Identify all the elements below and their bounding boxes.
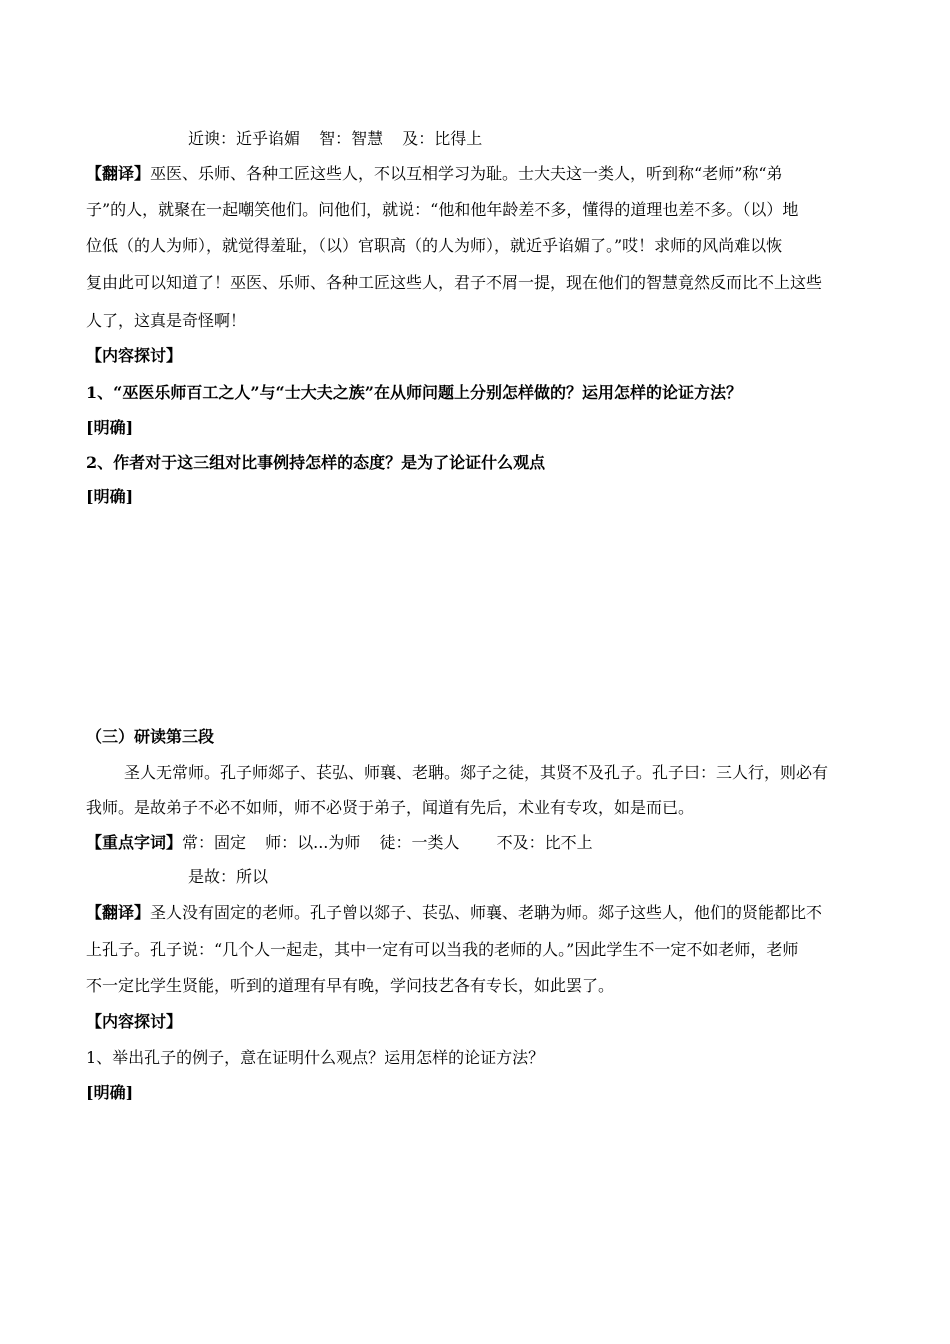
translation-text: 人了，这真是奇怪啊！ [86, 311, 247, 330]
keywords-tag: 【重点字词】 [86, 833, 183, 852]
keywords-line [86, 832, 866, 854]
discussion-question-2: 2、作者对于这三组对比事例持怎样的态度？是为了论证什么观点 [86, 453, 546, 472]
translation-line-1 [86, 902, 866, 924]
translation-text: 子”的人，就聚在一起嘲笑他们。问他们，就说：“他和他年龄差不多，懂得的道理也差不多。（以）地 [86, 200, 799, 219]
translation-tag: 【翻译】 [86, 164, 151, 183]
discussion-heading: 【内容探讨】 [86, 1012, 183, 1031]
translation-line-4 [86, 272, 866, 294]
gloss-item: 近谀：近乎谄媚 [188, 129, 301, 148]
keyword-item: 师：以...为师 [265, 833, 361, 852]
gloss-item: 及：比得上 [402, 129, 483, 148]
keywords-line-2 [188, 866, 950, 888]
translation-text: 圣人没有固定的老师。孔子曾以郯子、苌弘、师襄、老聃为师。郯子这些人，他们的贤能都比不 [150, 903, 823, 922]
translation-text: 复由此可以知道了！巫医、乐师、各种工匠这些人，君子不屑一提，现在他们的智慧竟然反而比不上这些 [86, 273, 823, 292]
section-heading: （三）研读第三段 [86, 727, 215, 746]
answer-placeholder-2: [明确] [86, 487, 134, 506]
keyword-item: 是故：所以 [188, 867, 269, 886]
translation-line-5 [86, 310, 866, 332]
translation-line-1 [86, 163, 866, 185]
answer-placeholder-1: [明确] [86, 1083, 134, 1102]
translation-line-3 [86, 975, 866, 997]
keyword-item: 徒：一类人 [379, 833, 460, 852]
translation-line-2 [86, 199, 866, 221]
keyword-item: 不及：比不上 [496, 833, 593, 852]
translation-text: 位低（的人为师），就觉得羞耻，（以）官职高（的人为师），就近乎谄媚了。”哎！求师的风尚难以恢 [86, 236, 783, 255]
translation-text: 上孔子。孔子说：“几个人一起走，其中一定有可以当我的老师的人。”因此学生不一定不如老师，老师 [86, 940, 799, 959]
translation-text: 不一定比学生贤能，听到的道理有早有晚，学问技艺各有专长，如此罢了。 [86, 976, 615, 995]
discussion-question-1: 1、“巫医乐师百工之人”与“士大夫之族”在从师问题上分别怎样做的？运用怎样的论证方法？ [86, 383, 742, 402]
gloss-item: 智：智慧 [319, 129, 384, 148]
gloss-continuation-line [188, 128, 950, 150]
keyword-item: 常：固定 [182, 833, 247, 852]
translation-line-2 [86, 939, 866, 961]
original-text-line-1: 圣人无常师。孔子师郯子、苌弘、师襄、老聃。郯子之徒，其贤不及孔子。孔子曰：三人行，则必有 [124, 763, 829, 782]
discussion-heading: 【内容探讨】 [86, 346, 183, 365]
discussion-question-1: 1、举出孔子的例子，意在证明什么观点？运用怎样的论证方法？ [86, 1048, 545, 1067]
original-text-line-2: 我师。是故弟子不必不如师，师不必贤于弟子，闻道有先后，术业有专攻，如是而已。 [86, 798, 695, 817]
answer-placeholder-1: [明确] [86, 418, 134, 437]
translation-tag: 【翻译】 [86, 903, 151, 922]
translation-text: 巫医、乐师、各种工匠这些人，不以互相学习为耻。士大夫这一类人，听到称“老师”称“弟 [150, 164, 783, 183]
translation-line-3 [86, 235, 866, 257]
